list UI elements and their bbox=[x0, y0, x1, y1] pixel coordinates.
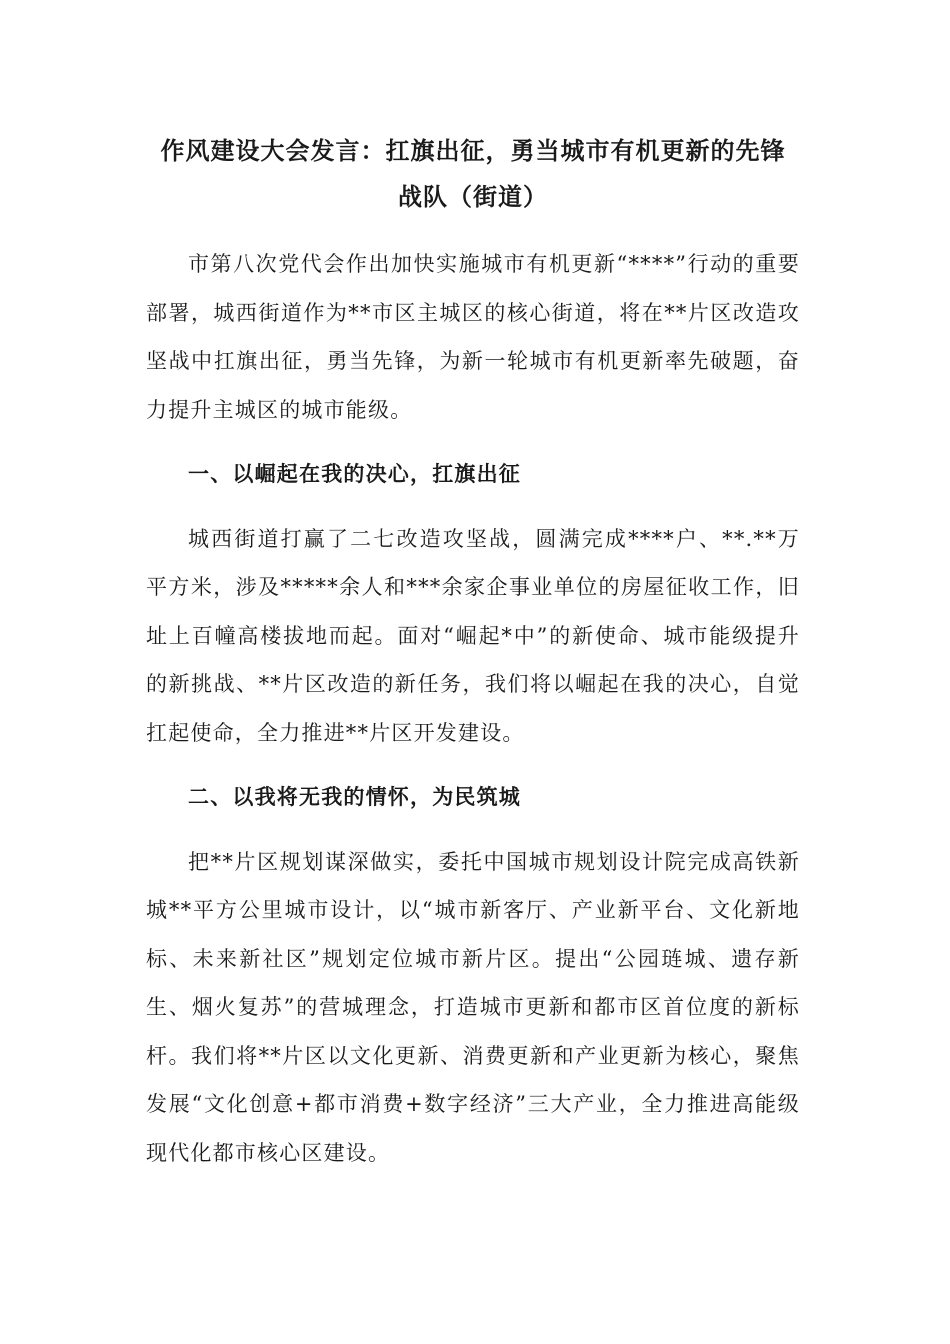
title-line-1: 作风建设大会发言：扛旗出征，勇当城市有机更新的先锋 bbox=[160, 136, 786, 165]
document-title bbox=[146, 128, 800, 220]
section-body-1: 城西街道打赢了二七改造攻坚战，圆满完成****户、**.**万平方米，涉及*****余人和***余家企事业单位的房屋征收工作，旧址上百幢高楼拔地而起。面对“崛起*中”的新使命、城市能级提升的新挑战、**片区改造的新任务，我们将以崛起在我的决心，自觉扛起使命，全力推进**片区开发建设。 bbox=[146, 526, 800, 745]
title-line-2: 战队（街道） bbox=[398, 182, 548, 211]
section-heading-1: 一、以崛起在我的决心，扛旗出征 bbox=[188, 461, 521, 486]
section-heading-2: 二、以我将无我的情怀，为民筑城 bbox=[188, 784, 521, 809]
section-body-2: 把**片区规划谋深做实，委托中国城市规划设计院完成高铁新城**平方公里城市设计，以“城市新客厅、产业新平台、文化新地标、未来新社区”规划定位城市新片区。提出“公园琏城、遗存新生、烟火复苏”的营城理念，打造城市更新和都市区首位度的新标杆。我们将**片区以文化更新、消费更新和产业更新为核心，聚焦发展“文化创意+都市消费+数字经济”三大产业，全力推进高能级现代化都市核心区建设。 bbox=[146, 849, 800, 1165]
intro-paragraph: 市第八次党代会作出加快实施城市有机更新“****”行动的重要部署，城西街道作为**市区主城区的核心街道，将在**片区改造攻坚战中扛旗出征，勇当先锋，为新一轮城市有机更新率先破题，奋力提升主城区的城市能级。 bbox=[146, 252, 800, 422]
